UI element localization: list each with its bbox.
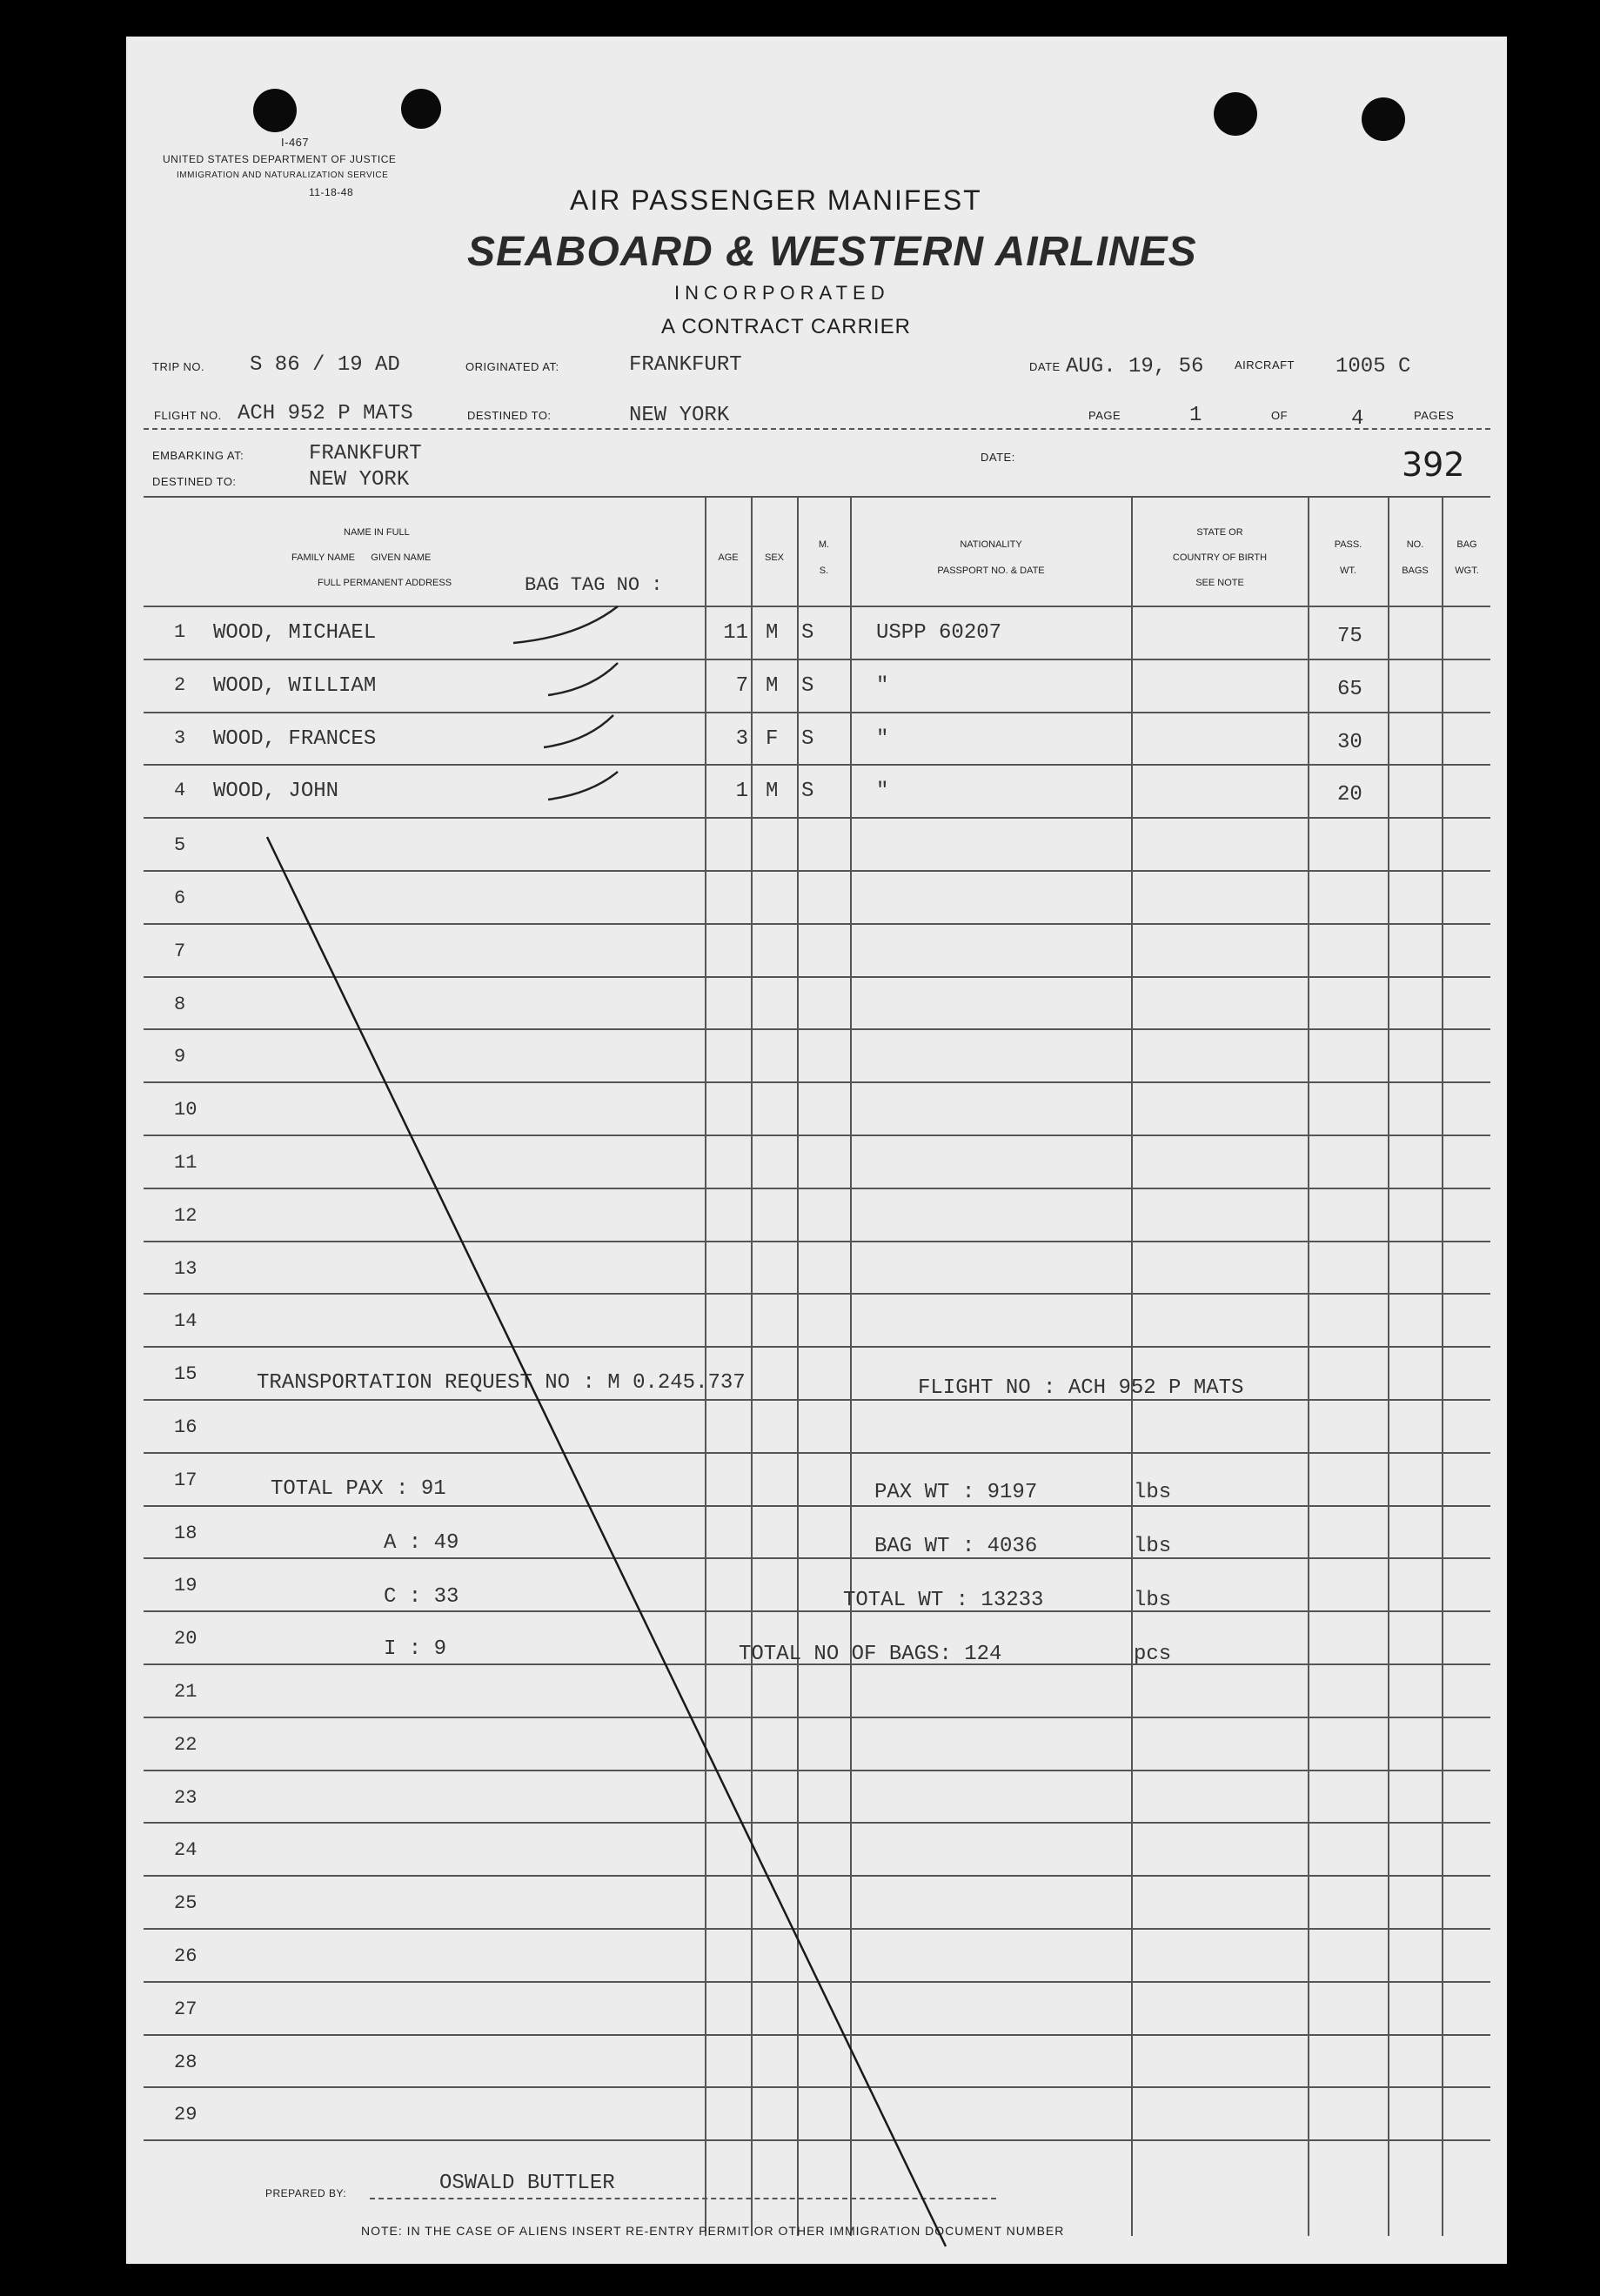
destined-label: DESTINED TO: [467, 409, 552, 422]
embarking-value: FRANKFURT [309, 442, 422, 465]
header-state-line2: COUNTRY OF BIRTH [1172, 552, 1268, 563]
passenger-age: 7 [735, 673, 748, 698]
passenger-marital-status: S [801, 673, 814, 698]
passenger-passport: USPP 60207 [876, 621, 1002, 645]
pages-label: PAGES [1414, 409, 1455, 422]
passenger-passport: " [876, 673, 889, 698]
header-pass-line1: PASS. [1334, 539, 1362, 550]
date-value: AUG. 19, 56 [1066, 355, 1204, 378]
header-nationality-line2: PASSPORT NO. & DATE [937, 566, 1045, 576]
row-number: 24 [174, 1839, 197, 1861]
bag-weight: BAG WT : 4036 [874, 1535, 1038, 1558]
header-pass-line2: WT. [1340, 566, 1356, 576]
passenger-weight: 20 [1337, 783, 1362, 807]
passenger-sex: M [766, 780, 779, 804]
passenger-age: 3 [735, 726, 748, 751]
passenger-sex: M [766, 673, 779, 698]
of-value: 4 [1351, 407, 1364, 431]
form-number: I-467 [281, 136, 310, 149]
passenger-weight: 65 [1337, 677, 1362, 701]
header-no-bags-line2: BAGS [1402, 566, 1429, 576]
manifest-sheet [126, 37, 1507, 2264]
page-value: 1 [1189, 404, 1202, 427]
row-number: 15 [174, 1363, 197, 1385]
originated-value: FRANKFURT [629, 353, 742, 377]
row-number: 10 [174, 1099, 197, 1121]
row-number: 8 [174, 994, 186, 1015]
destined2-value: NEW YORK [309, 468, 410, 492]
row-number: 16 [174, 1416, 197, 1438]
prepared-by-label: PREPARED BY: [265, 2187, 347, 2199]
footer-note: NOTE: IN THE CASE OF ALIENS INSERT RE-ENTRY PERMIT OR OTHER IMMIGRATION DOCUMENT NUMBER [361, 2224, 1065, 2238]
row-number: 19 [174, 1575, 197, 1596]
passenger-sex: F [766, 726, 779, 751]
cancellation-strike-line [126, 37, 1507, 2264]
row-number: 28 [174, 2052, 197, 2073]
total-bags-unit: pcs [1134, 1643, 1172, 1666]
passenger-name: WOOD, JOHN [213, 780, 339, 804]
row-number: 12 [174, 1205, 197, 1227]
airline-name: SEABOARD & WESTERN AIRLINES [467, 229, 1197, 275]
row-number: 25 [174, 1892, 197, 1914]
passenger-passport: " [876, 780, 889, 804]
incorporated-label: INCORPORATED [674, 282, 890, 304]
header-name-line2: FAMILY NAME GIVEN NAME [291, 552, 432, 563]
row-number: 7 [174, 940, 186, 962]
aircraft-value: 1005 C [1336, 355, 1411, 378]
originated-label: ORIGINATED AT: [465, 360, 559, 373]
header-sex: SEX [764, 552, 784, 563]
trip-no-label: TRIP NO. [152, 360, 205, 373]
passenger-marital-status: S [801, 726, 814, 751]
row-number: 4 [174, 780, 186, 802]
total-weight-unit: lbs [1134, 1589, 1172, 1612]
pax-class-c: C : 33 [384, 1585, 459, 1609]
bag-weight-unit: lbs [1134, 1535, 1172, 1558]
row-number: 17 [174, 1469, 197, 1491]
row-number: 13 [174, 1258, 197, 1280]
passenger-name: WOOD, FRANCES [213, 726, 377, 751]
destined-value: NEW YORK [629, 404, 730, 427]
row-number: 21 [174, 1681, 197, 1703]
passenger-marital-status: S [801, 780, 814, 804]
row-number: 29 [174, 2104, 197, 2125]
row-number: 1 [174, 621, 186, 643]
transport-request: TRANSPORTATION REQUEST NO : M 0.245.737 [257, 1371, 746, 1395]
passenger-passport: " [876, 726, 889, 751]
pax-class-a: A : 49 [384, 1531, 459, 1555]
header-state-line1: STATE OR [1196, 527, 1243, 538]
header-ms-line2: S. [819, 566, 829, 576]
page-label: PAGE [1088, 409, 1121, 422]
aircraft-label: AIRCRAFT [1235, 358, 1295, 372]
header-age: AGE [718, 552, 739, 563]
passenger-weight: 30 [1337, 730, 1362, 754]
row-number: 18 [174, 1523, 197, 1544]
row-number: 3 [174, 726, 186, 749]
row-number: 20 [174, 1628, 197, 1650]
passenger-age: 1 [735, 780, 748, 804]
row-number: 23 [174, 1787, 197, 1809]
passenger-age: 11 [723, 621, 748, 645]
row-number: 27 [174, 1998, 197, 2020]
header-name-line3: FULL PERMANENT ADDRESS [318, 578, 452, 588]
summary-flight-no: FLIGHT NO : ACH 952 P MATS [918, 1376, 1244, 1400]
total-pax: TOTAL PAX : 91 [271, 1477, 446, 1501]
header-bag-wt-line2: WGT. [1455, 566, 1479, 576]
row-number: 9 [174, 1046, 186, 1068]
passenger-name: WOOD, WILLIAM [213, 673, 377, 698]
embarking-label: EMBARKING AT: [152, 449, 244, 462]
pax-class-i: I : 9 [384, 1637, 447, 1661]
row-number: 22 [174, 1734, 197, 1756]
form-department: UNITED STATES DEPARTMENT OF JUSTICE [163, 153, 397, 165]
form-date: 11-18-48 [309, 186, 354, 198]
pax-weight: PAX WT : 9197 [874, 1481, 1038, 1504]
row-number: 14 [174, 1310, 197, 1332]
form-service: IMMIGRATION AND NATURALIZATION SERVICE [177, 171, 389, 180]
header-nationality-line1: NATIONALITY [960, 539, 1022, 550]
flight-no-label: FLIGHT NO. [154, 409, 222, 422]
row-number: 2 [174, 673, 186, 696]
contract-carrier-label: A CONTRACT CARRIER [661, 315, 911, 338]
header-ms-line1: M. [818, 539, 830, 550]
header-name-line1: NAME IN FULL [344, 527, 410, 538]
row-number: 5 [174, 834, 186, 856]
destined2-label: DESTINED TO: [152, 475, 237, 488]
of-label: OF [1271, 409, 1289, 422]
document-number: 392 [1402, 445, 1465, 484]
passenger-weight: 75 [1337, 625, 1362, 648]
trip-no-value: S 86 / 19 AD [250, 353, 400, 377]
total-bags: TOTAL NO OF BAGS: 124 [739, 1643, 1002, 1666]
header-bag-tag: BAG TAG NO : [525, 574, 663, 596]
row-number: 11 [174, 1152, 197, 1174]
passenger-marital-status: S [801, 621, 814, 645]
total-weight: TOTAL WT : 13233 [843, 1589, 1044, 1612]
date2-label: DATE: [981, 451, 1015, 464]
row-number: 26 [174, 1945, 197, 1967]
date-label: DATE [1029, 360, 1061, 373]
prepared-by-value: OSWALD BUTTLER [439, 2172, 615, 2195]
header-state-line3: SEE NOTE [1195, 578, 1244, 588]
flight-no-value: ACH 952 P MATS [238, 402, 413, 425]
row-number: 6 [174, 887, 186, 909]
header-no-bags-line1: NO. [1406, 539, 1424, 550]
pax-weight-unit: lbs [1134, 1481, 1172, 1504]
header-bag-wt-line1: BAG [1456, 539, 1477, 550]
manifest-title: AIR PASSENGER MANIFEST [570, 184, 982, 216]
passenger-sex: M [766, 621, 779, 645]
passenger-name: WOOD, MICHAEL [213, 621, 377, 645]
